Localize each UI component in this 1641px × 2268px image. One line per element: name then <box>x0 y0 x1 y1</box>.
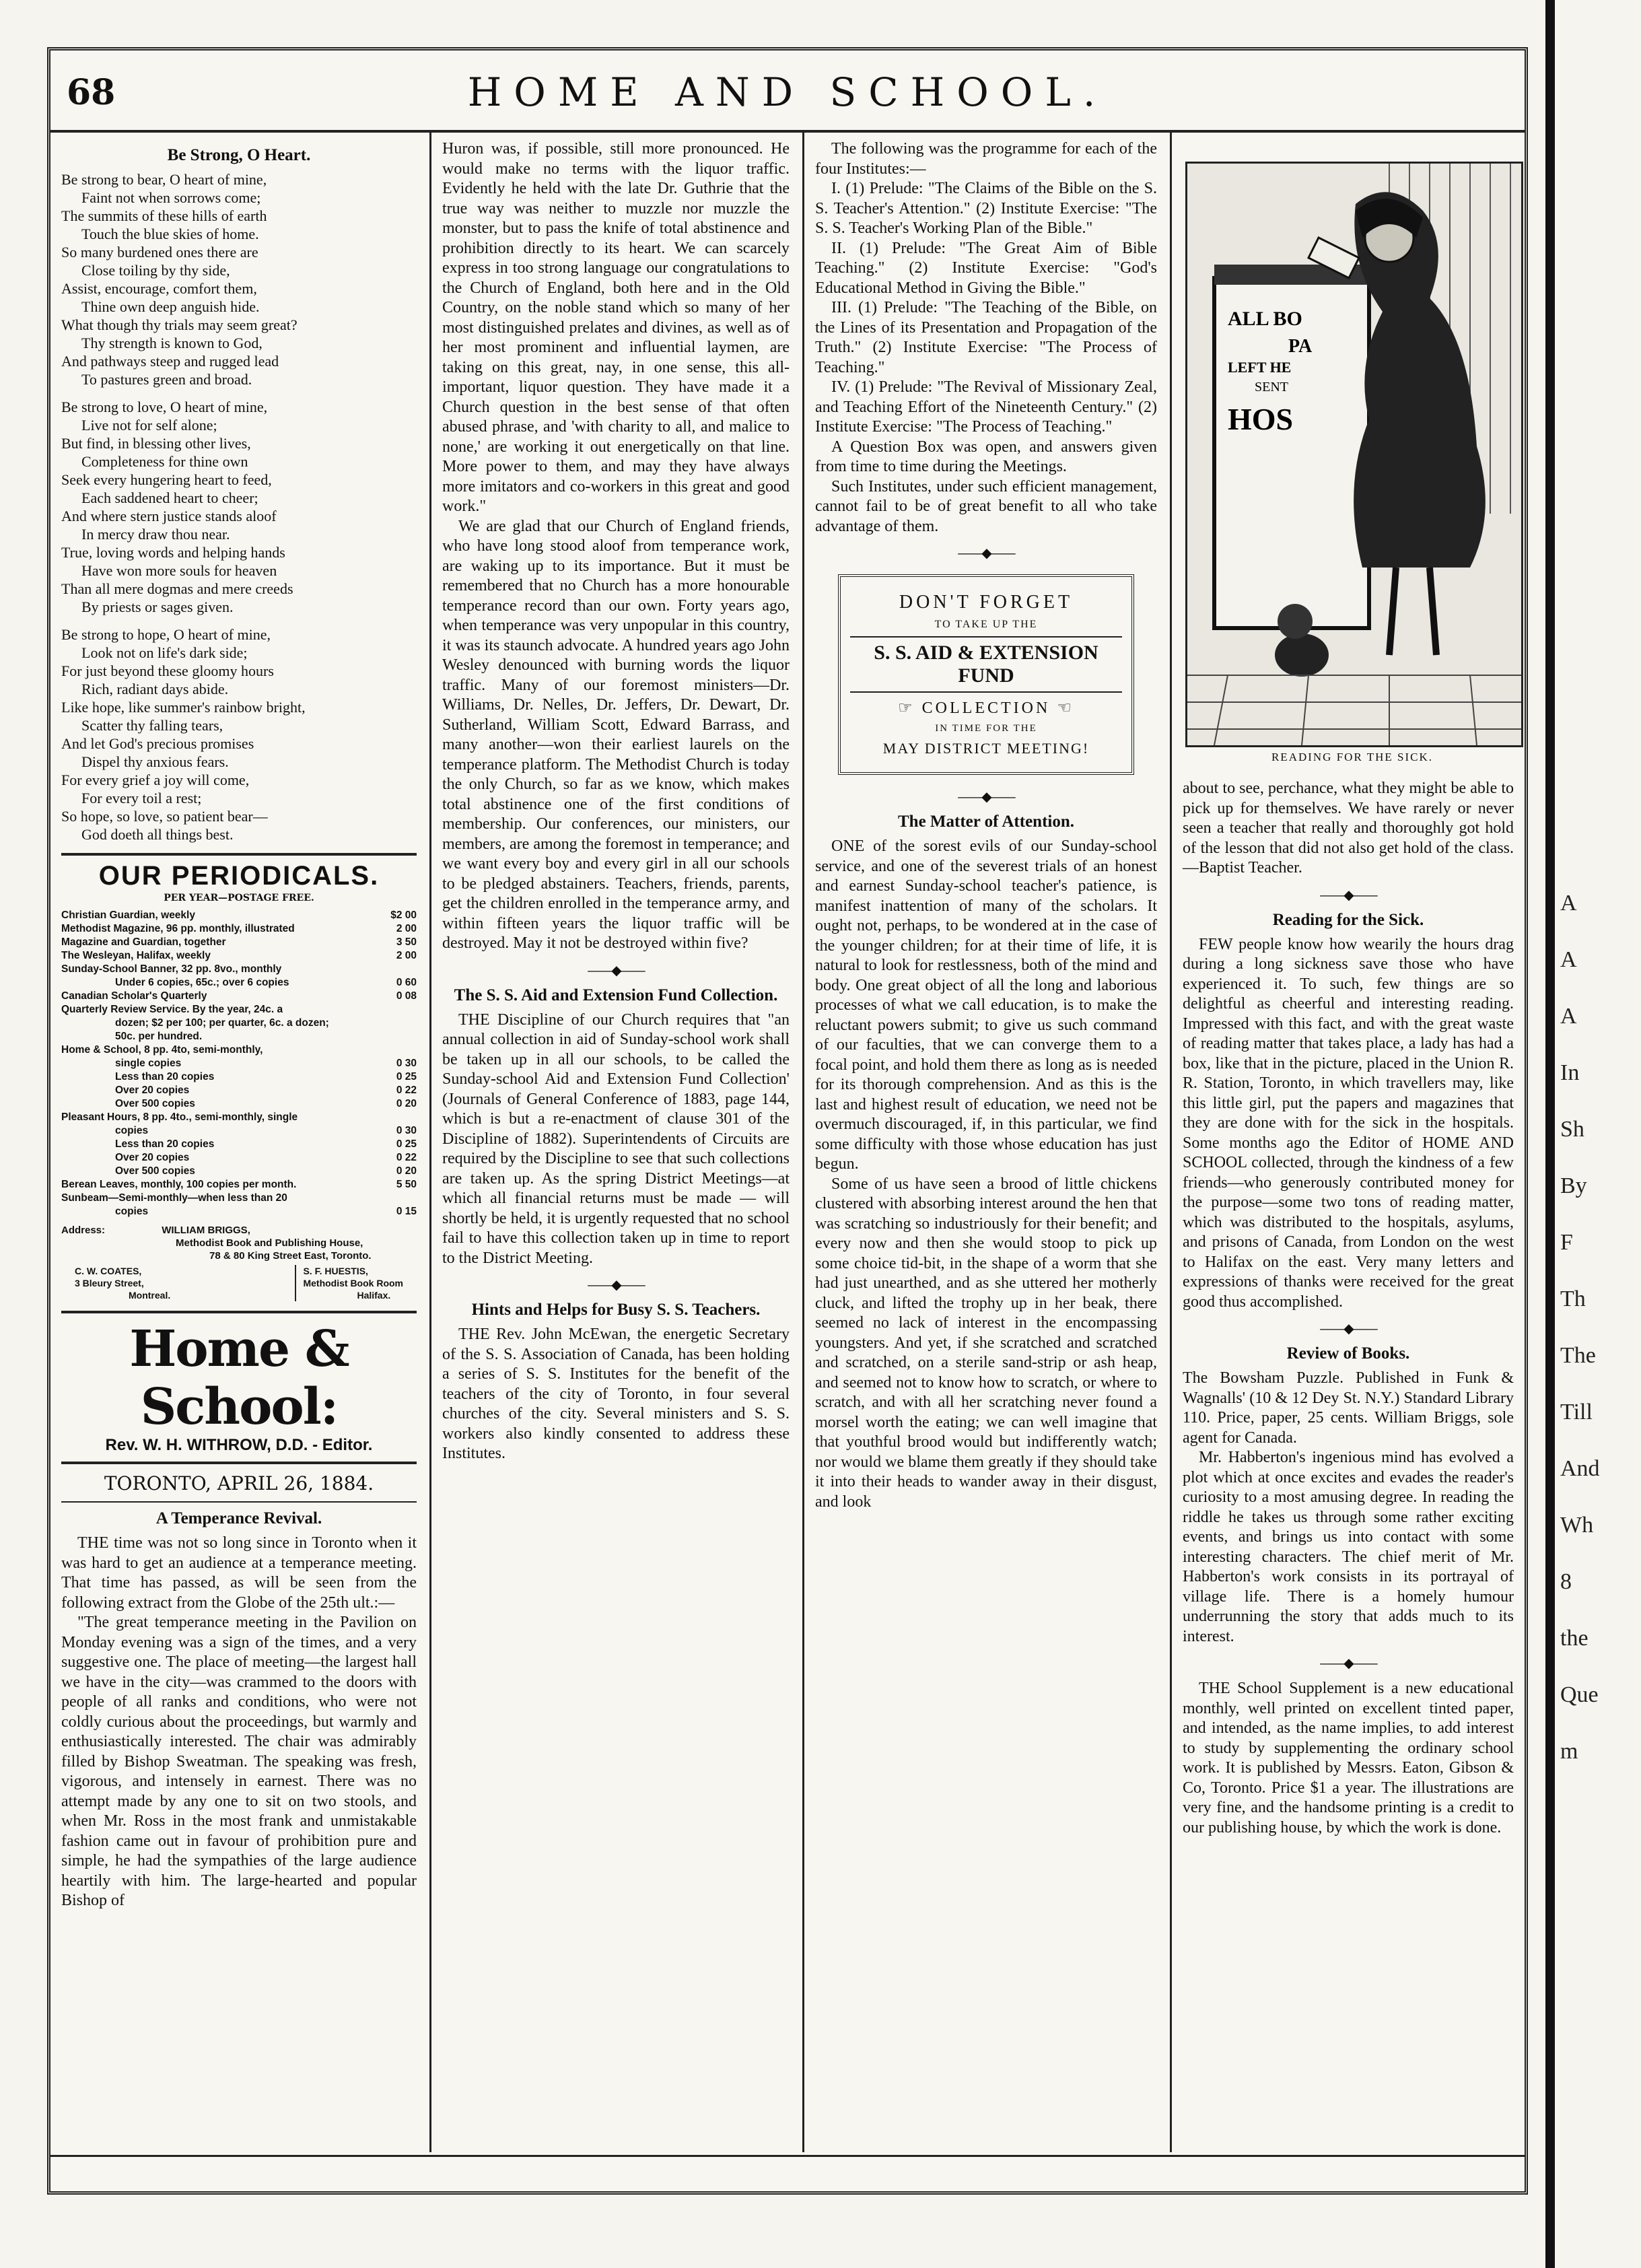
reading-for-the-sick-illustration <box>1185 162 1523 747</box>
ad-line: IN TIME FOR THE <box>935 723 1037 734</box>
edge-fragment: A <box>1560 1004 1577 1029</box>
section-divider: ——◆—— <box>1319 1655 1377 1671</box>
section-divider: ——◆—— <box>587 1276 645 1293</box>
poem-line: For just beyond these gloomy hours <box>61 662 274 679</box>
poem-line: For every toil a rest; <box>81 790 202 806</box>
section-divider: ——◆—— <box>1319 886 1377 903</box>
newspaper-page <box>47 47 1528 2195</box>
poem-stanza <box>61 625 417 844</box>
price-value: 2 00 <box>396 950 417 961</box>
paragraph: Mr. Habberton's ingenious mind has evolved a plot which at once excites and evades the reader's curiosity to a most amusing degree. In reading the riddle he takes us through some rather exciting events, and brings us into contact with some interesting characters. The chief merit of Mr. Habberton's work consists in its portrayal of village life. There is a homely humour underrunning the story that adds much to its interest. <box>1183 1449 1514 1645</box>
price-value: 3 50 <box>396 936 417 948</box>
ad-line: DON'T FORGET <box>899 592 1074 613</box>
price-value <box>411 1017 417 1030</box>
price-item: dozen; $2 per 100; per quarter, 6c. a dozen; <box>115 1017 329 1029</box>
price-row <box>61 1017 417 1030</box>
paragraph: Huron was, if possible, still more pronounced. He would make no terms with the liquor traffic. Evidently he held with the late Dr. Guthrie that the true way was neither to muzzle nor muzzle the monster, but to pass the knife of total abstinence and prohibition directly to its heart. We can scarcely express in too strong language our congratulations to the Church of England, both here and in the Old Country, on the noble stand which so many of her most distinguished prelates and divines, as well as of her most prominent and influential laymen, are taking on this great, nay, in one sense, this all-important, liquor question. They have made it a Church question in the best sense of that often abused phrase, and 'with charity to all, and malice to none,' are working it out energetically on that line. More power to them, and may they have always more imitators and co-workers in this great and good work." <box>442 140 790 515</box>
edge-fragment: the <box>1560 1626 1588 1651</box>
price-item: Quarterly Review Service. By the year, 24c. a <box>61 1004 283 1015</box>
poem-line: Thine own deep anguish hide. <box>81 298 260 315</box>
article-title: Reading for the Sick. <box>1272 910 1424 929</box>
paragraph: "The great temperance meeting in the Pavilion on Monday evening was a sign of the times, and a very suggestive one. The place of meeting—the largest hall we have in the city—was crammed to the doors with people of all ranks and conditions, who were not coldly curious about the proceedings, but warmly and enthusiastically interested. The chair was admirably filled by Bishop Sweatman. The speaking was fresh, vigorous, and intensely in earnest. There was no attempt made by any one to sit on two stools, and when Mr. Ross in the most frank and unmistakable fashion came out in favour of prohibition pure and simple, he had the sympathies of the large audience heartily with him. The large-hearted and popular Bishop of <box>61 1614 417 1909</box>
poem-line: By priests or sages given. <box>81 598 234 615</box>
poem-line: Like hope, like summer's rainbow bright, <box>61 699 306 716</box>
price-row <box>61 1084 417 1097</box>
page-number: 68 <box>67 72 116 113</box>
poem-line: Completeness for thine own <box>81 453 248 470</box>
price-value: 0 22 <box>396 1085 417 1096</box>
poem-line: So hope, so love, so patient bear— <box>61 808 268 825</box>
price-row <box>61 1043 417 1057</box>
edge-fragment: By <box>1560 1173 1587 1198</box>
price-item: Sunday-School Banner, 32 pp. 8vo., monthly <box>61 963 282 975</box>
price-item: Christian Guardian, weekly <box>61 909 195 921</box>
section-divider: ——◆—— <box>957 788 1015 804</box>
price-value: 0 15 <box>396 1206 417 1217</box>
price-row <box>61 990 417 1003</box>
price-row <box>61 1030 417 1043</box>
edge-fragment: Que <box>1560 1682 1599 1707</box>
price-item: Over 20 copies <box>115 1152 190 1163</box>
branch-name: S. F. HUESTIS, <box>303 1266 368 1276</box>
price-value: 0 30 <box>396 1125 417 1136</box>
price-value: 0 60 <box>396 977 417 988</box>
edge-fragment: And <box>1560 1456 1600 1481</box>
paragraph: Such Institutes, under such efficient management, cannot fail to be of great benefit to all who take advantage of them. <box>815 477 1157 535</box>
poem-line: And let God's precious promises <box>61 735 254 752</box>
paragraph: Some of us have seen a brood of little chickens clustered with absorbing interest around the hen that was scratching so industriously for their benefit; and every now and then she would stoop to pick up some choice tid-bit, in the shape of a worm that she had just unearthed, and as she uttered her motherly cluck, and lifted the trophy up in her beak, there seemed no lack of interest in the encompassing youngsters. And yet, if she scratched and scratched and scratched, on a sterile sand-strip or ash heap, and seemed not to know how to scratch, or where to scratch, and with all her scratching never found a morsel worth the eating; we can well imagine that that youthful brood would but indifferently watch; nor would we blame them greatly if they should take it into their heads to wander away in their disgust, and look <box>815 1175 1157 1511</box>
ad-line: MAY DISTRICT MEETING! <box>882 740 1090 757</box>
price-item: Methodist Magazine, 96 pp. monthly, illustrated <box>61 923 295 934</box>
price-item: copies <box>115 1125 149 1136</box>
price-row <box>61 1124 417 1138</box>
poem-stanza <box>61 398 417 616</box>
price-row <box>61 1205 417 1218</box>
price-list <box>61 909 417 1218</box>
poem-line: And pathways steep and rugged lead <box>61 353 279 370</box>
branch-line: Montreal. <box>129 1290 171 1301</box>
column-3 <box>804 133 1168 2152</box>
price-item: Magazine and Guardian, together <box>61 936 226 948</box>
article-title: Hints and Helps for Busy S. S. Teachers. <box>471 1301 761 1319</box>
price-value <box>411 1043 417 1057</box>
paragraph: THE time was not so long since in Toronto when it was hard to get an audience at a temperance meeting. That time has passed, as will be seen from the following extract from the Globe of the 25th ult.:— <box>61 1534 417 1612</box>
ad-collection-word: COLLECTION <box>921 699 1051 717</box>
price-row <box>61 1070 417 1084</box>
price-row <box>61 1003 417 1017</box>
edge-fragment: Wh <box>1560 1513 1594 1538</box>
price-value <box>411 1003 417 1017</box>
price-value: 0 30 <box>396 1058 417 1069</box>
running-title: HOME AND SCHOOL. <box>467 69 1108 115</box>
price-value: 0 22 <box>396 1152 417 1163</box>
price-row <box>61 936 417 949</box>
address-line: Methodist Book and Publishing House, <box>176 1237 363 1249</box>
section-divider: ——◆—— <box>957 545 1015 561</box>
price-item: single copies <box>115 1058 182 1069</box>
branch-line: Methodist Book Room <box>303 1278 403 1288</box>
poem-line: Close toiling by thy side, <box>81 262 230 279</box>
price-item: Less than 20 copies <box>115 1138 215 1150</box>
paragraph: I. (1) Prelude: "The Claims of the Bible on the S. S. Teacher's Attention." (2) Institute Exercise: "The S. S. Teacher's Working Plan of the Bible." <box>815 180 1157 237</box>
poem-line: For every grief a joy will come, <box>61 771 250 788</box>
price-value <box>411 1030 417 1043</box>
paragraph: We are glad that our Church of England friends, who have long stood aloof from temperance work, are waking up to its importance. But it must be remembered that no Church has a more honourable temperance record than our own. Forty years ago, when temperance was very unpopular in this country, it was its staunch advocate. A hundred years ago John Wesley denounced with burning words the liquor traffic. Many of our foremost ministers—Dr. Williams, Dr. Nelles, Dr. Jeffers, Dr. Dewart, Dr. Sutherland, William Scott, Edward Barrass, and many another—won their earliest laurels on the temperance platform. The Methodist Church is today the only Church, so far as we know, which makes total abstinence one of the first conditions of membership. Our conferences, our ministers, our members, are among the foremost in temperance; and we want every boy and every girl in all our schools to be pledged abstainers. Teachers, friends, parents, get the children enrolled in the temperance army, and within fifteen years the liquor traffic will be destroyed. May it not be destroyed within five? <box>442 517 790 952</box>
poem-line: Live not for self alone; <box>81 417 217 434</box>
poem-line: Seek every hungering heart to feed, <box>61 471 272 488</box>
branch-addresses <box>61 1265 417 1301</box>
poem-line: But find, in blessing other lives, <box>61 435 251 452</box>
price-item: Over 20 copies <box>115 1085 190 1096</box>
poem-line: Be strong to hope, O heart of mine, <box>61 626 271 643</box>
address-block <box>61 1224 417 1262</box>
price-row <box>61 976 417 990</box>
price-item: copies <box>115 1206 149 1217</box>
edge-fragment: 8 <box>1560 1569 1572 1594</box>
paragraph: III. (1) Prelude: "The Teaching of the Bible, on the Lines of its Presentation and Propagation of the Truth." (2) Institute Exercise: "The Process of Teaching." <box>815 299 1157 376</box>
price-item: Canadian Scholar's Quarterly <box>61 990 207 1002</box>
ad-line: S. S. AID & EXTENSION FUND <box>850 636 1122 693</box>
price-value: 0 20 <box>396 1165 417 1177</box>
price-value: 2 00 <box>396 923 417 934</box>
address-label: Address: <box>61 1225 106 1236</box>
price-value <box>411 1111 417 1124</box>
sign-line: LEFT HE <box>1228 359 1292 376</box>
poem-line: In mercy draw thou near. <box>81 526 230 543</box>
address-line: 78 & 80 King Street East, Toronto. <box>209 1250 372 1262</box>
price-row <box>61 922 417 936</box>
paragraph: THE School Supplement is a new educational monthly, well printed on excellent tinted paper, and intended, as the name implies, to add interest to study by supplementing the ordinary school work. It is published by Messrs. Eaton, Gibson & Co, Toronto. Price $1 a year. The illustrations are very fine, and the handsome printing is a credit to our publishing house, by which the work is done. <box>1183 1680 1514 1836</box>
poem-line: To pastures green and broad. <box>81 371 252 388</box>
price-item: 50c. per hundred. <box>115 1031 203 1042</box>
page-header <box>50 50 1525 133</box>
girl-at-box-drawing <box>1187 164 1521 745</box>
price-item: Sunbeam—Semi-monthly—when less than 20 <box>61 1192 287 1204</box>
poem-line: God doeth all things best. <box>81 826 234 843</box>
paragraph: IV. (1) Prelude: "The Revival of Missionary Zeal, and Teaching Effort of the Nineteenth Century." (2) Institute Exercise: "The Process of Teaching." <box>815 378 1157 436</box>
poem <box>61 170 417 844</box>
price-row <box>61 1111 417 1124</box>
poem-line: What though thy trials may seem great? <box>61 316 298 333</box>
edge-fragment: A <box>1560 947 1577 972</box>
masthead: Home & School: <box>61 1311 417 1436</box>
paragraph: THE Rev. John McEwan, the energetic Secretary of the S. S. Association of Canada, has been holding a series of S. S. Institutes for the benefit of the teachers of the city of Toronto, in four several churches of the city. Several ministers and S. S. workers also kindly consented to address these Institutes. <box>442 1326 790 1462</box>
branch-line: 3 Bleury Street, <box>75 1278 144 1288</box>
sign-line: ALL BO <box>1228 308 1302 330</box>
poem-title: Be Strong, O Heart. <box>167 146 311 164</box>
article-title: A Temperance Revival. <box>155 1509 322 1527</box>
poem-line: Dispel thy anxious fears. <box>81 753 229 770</box>
poem-line: Be strong to love, O heart of mine, <box>61 399 268 415</box>
price-item: Over 500 copies <box>115 1098 195 1109</box>
paragraph: FEW people know how wearily the hours drag during a long sickness save those who have experienced it. To such, few things are so delightful as cheerful and interesting reading. Impressed with this fact, and with the great waste of reading matter that takes place, a lady has had a box, like that in the picture, placed in the Union R. R. Station, Toronto, in which travellers may, like this little girl, put the papers and magazines that they are done with for the sick in the hospitals. Some months ago the Editor of HOME AND SCHOOL collected, through the kindness of a few friends—who generously contributed money for the purpose—some two tons of reading matter, which was distributed to the hospitals, asylums, and prisons of Canada, from London on the west to Halifax on the east. Very many letters and expressions of thanks were received for the great good thus accomplished. <box>1183 935 1514 1311</box>
article-title: Review of Books. <box>1286 1344 1410 1363</box>
address-name: WILLIAM BRIGGS, <box>162 1225 250 1236</box>
illustration-caption: READING FOR THE SICK. <box>1271 751 1434 763</box>
adjacent-page-fragments <box>1560 875 1634 1780</box>
edge-fragment: The <box>1560 1343 1596 1368</box>
price-value <box>411 963 417 976</box>
paragraph: A Question Box was open, and answers given from time to time during the Meetings. <box>815 438 1157 475</box>
poem-line: True, loving words and helping hands <box>61 544 285 561</box>
hand-icon: ☞ <box>898 699 915 717</box>
edge-fragment: Sh <box>1560 1117 1584 1142</box>
price-item: Berean Leaves, monthly, 100 copies per month. <box>61 1179 297 1190</box>
paragraph: about to see, perchance, what they might be able to pick up for themselves. We have rarely or never seen a teacher that really and thoroughly got hold of the lesson that did not also get hold of the class.—Baptist Teacher. <box>1183 780 1514 877</box>
ad-line: TO TAKE UP THE <box>934 619 1038 630</box>
column-2 <box>431 133 800 2152</box>
price-item: The Wesleyan, Halifax, weekly <box>61 950 211 961</box>
edge-fragment: Till <box>1560 1400 1593 1424</box>
poem-line: The summits of these hills of earth <box>61 207 267 224</box>
price-row <box>61 1192 417 1205</box>
price-item: Over 500 copies <box>115 1165 195 1177</box>
price-item: Pleasant Hours, 8 pp. 4to., semi-monthly, single <box>61 1111 298 1123</box>
ad-line <box>850 698 1122 718</box>
price-value: 0 08 <box>396 990 417 1002</box>
poem-line: Be strong to bear, O heart of mine, <box>61 171 267 188</box>
poem-line: Thy strength is known to God, <box>81 335 263 351</box>
price-value: 0 25 <box>396 1138 417 1150</box>
poem-line: Assist, encourage, comfort them, <box>61 280 257 297</box>
branch-name: C. W. COATES, <box>75 1266 142 1276</box>
binding-edge <box>1545 0 1555 2268</box>
poem-line: Each saddened heart to cheer; <box>81 489 258 506</box>
article-title: The Matter of Attention. <box>898 813 1074 831</box>
price-row <box>61 1178 417 1192</box>
periodicals-subheading: PER YEAR—POSTAGE FREE. <box>164 893 314 903</box>
section-divider: ——◆—— <box>587 961 645 978</box>
price-row <box>61 1057 417 1070</box>
price-row <box>61 1097 417 1111</box>
paragraph: II. (1) Prelude: "The Great Aim of Bible Teaching." (2) Institute Exercise: "God's Educational Method in Giving the Bible." <box>815 239 1157 297</box>
price-row <box>61 909 417 922</box>
poem-line: Touch the blue skies of home. <box>81 226 259 242</box>
price-row <box>61 1151 417 1165</box>
editor-line: Rev. W. H. WITHROW, D.D. - Editor. <box>61 1436 417 1464</box>
edge-fragment: A <box>1560 891 1577 916</box>
poem-line: Look not on life's dark side; <box>81 644 248 661</box>
paragraph: The following was the programme for each of the four Institutes:— <box>815 140 1157 178</box>
price-value <box>411 1192 417 1205</box>
poem-line: Than all mere dogmas and mere creeds <box>61 580 293 597</box>
price-row <box>61 1165 417 1178</box>
price-value: 0 20 <box>396 1098 417 1109</box>
branch-line: Halifax. <box>357 1290 391 1301</box>
column-1 <box>50 133 427 2152</box>
poem-line: So many burdened ones there are <box>61 244 258 261</box>
poem-line: Rich, radiant days abide. <box>81 681 229 697</box>
sign-line: PA <box>1288 336 1313 357</box>
poem-stanza <box>61 170 417 388</box>
fund-advertisement <box>838 574 1134 775</box>
sign-line: SENT <box>1255 380 1288 394</box>
edge-fragment: F <box>1560 1230 1573 1255</box>
price-row <box>61 949 417 963</box>
article-title: The S. S. Aid and Extension Fund Collection. <box>454 986 778 1004</box>
bottom-rule <box>50 2155 1525 2157</box>
poem-line: Faint not when sorrows come; <box>81 189 261 206</box>
price-value: $2 00 <box>390 909 417 921</box>
paragraph: THE Discipline of our Church requires that "an annual collection in aid of Sunday-school work shall be taken up in all our schools, to be called the Sunday-school Aid and Extension Fund Collection' (Journals of General Conference of 1883, page 144, which is but a re-enactment of clause 301 of the Discipline of 1882). Superintendents of Circuits are required by the Discipline to see that such collections are taken up. As the spring District Meetings—at which all financial returns must be made — will shortly be held, it is urgently requested that no school fail to have this collection taken up in time to report to the District Meeting. <box>442 1010 790 1267</box>
price-item: Less than 20 copies <box>115 1071 215 1083</box>
sign-line: HOS <box>1228 402 1294 436</box>
edge-fragment: Th <box>1560 1286 1586 1311</box>
price-item: Under 6 copies, 65c.; over 6 copies <box>115 977 289 988</box>
edge-fragment: m <box>1560 1739 1578 1764</box>
poem-line: Scatter thy falling tears, <box>81 717 223 734</box>
price-row <box>61 1138 417 1151</box>
paragraph: ONE of the sorest evils of our Sunday-school service, and one of the severest trials of an honest and earnest Sunday-school teacher's patience, is manifest inattention of many of the scholars. It ought not, perhaps, to be wondered at in the case of the younger children; for at their time of life, it is natural to look for restlessness, both of the mind and body. One great object of all the long and laborious processes of what we call education, is to make the reluctant powers submit; to give us such command of our faculties, that we can converge them to a focal point, and hold them there as long as is needed for its thorough comprehension. And as this is the last and highest result of education, we need not be overmuch discouraged, if, in this particular, we find some difficulty with those whose education has just begun. <box>815 837 1157 1173</box>
price-item: Home & School, 8 pp. 4to, semi-monthly, <box>61 1044 263 1056</box>
price-value: 5 50 <box>396 1179 417 1190</box>
price-row <box>61 963 417 976</box>
dateline: TORONTO, APRIL 26, 1884. <box>61 1472 417 1503</box>
hand-icon: ☜ <box>1057 699 1074 717</box>
price-value: 0 25 <box>396 1071 417 1083</box>
periodicals-heading: OUR PERIODICALS. <box>61 853 417 891</box>
poem-line: And where stern justice stands aloof <box>61 508 277 524</box>
paragraph: The Bowsham Puzzle. Published in Funk & Wagnalls' (10 & 12 Dey St. N.Y.) Standard Library 110. Price, paper, 25 cents. William Briggs, sole agent for Canada. <box>1183 1369 1514 1447</box>
edge-fragment: In <box>1560 1060 1580 1085</box>
section-divider: ——◆—— <box>1319 1320 1377 1336</box>
poem-line: Have won more souls for heaven <box>81 562 277 579</box>
